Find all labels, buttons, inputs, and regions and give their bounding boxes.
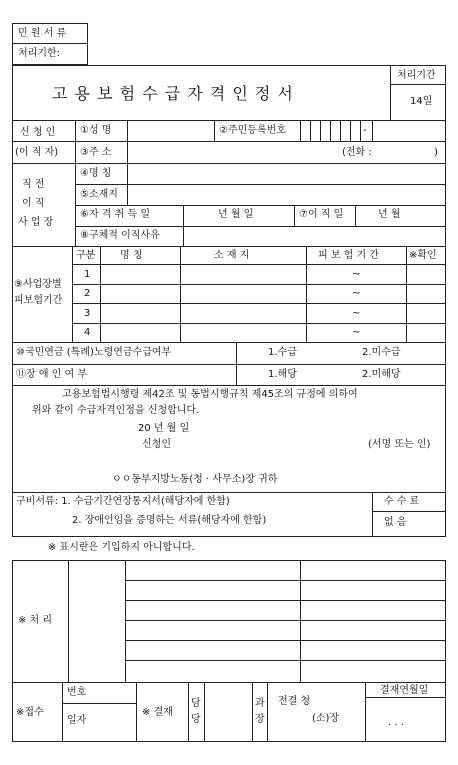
table-row-tilde: ~	[352, 327, 361, 338]
col-header-location: 소 재 지	[214, 250, 250, 261]
processing-period-value: 14일	[410, 96, 433, 107]
table-row-tilde: ~	[352, 269, 361, 280]
applicant-label-1: 신 청 인	[20, 127, 56, 138]
insured-label-2: 피보험기간	[14, 295, 63, 306]
col-header-type: 구분	[76, 250, 96, 261]
receipt-label: ※접수	[16, 707, 44, 718]
table-row-num: 2	[84, 288, 91, 299]
pension-option-1[interactable]: 1.수급	[268, 347, 297, 358]
fee-value: 없 음	[384, 517, 407, 528]
workplace-location-input[interactable]	[128, 185, 446, 205]
table-row-num: 4	[84, 327, 91, 338]
statement-line-1: 고용보험법시행령 제42조 및 동법시행규칙 제45조의 규정에 의하여	[62, 389, 358, 400]
pension-label: ⑩국민연금 (특례)노령연금수급여부	[16, 347, 172, 358]
table-row-num: 3	[84, 308, 91, 319]
resident-no-dash: -	[363, 125, 367, 136]
workplace-label-3: 사 업 장	[18, 217, 54, 228]
resident-no-input[interactable]	[301, 121, 446, 141]
phone-label: (전화 :	[342, 147, 372, 158]
name-input[interactable]	[128, 121, 214, 141]
workplace-name-input[interactable]	[128, 164, 446, 184]
statement-addressee: ㅇㅇ동부지방노동(청 · 사무소)장 귀하	[112, 474, 278, 485]
workplace-label-1: 직 전	[22, 179, 45, 190]
address-input[interactable]	[128, 142, 338, 162]
applicant-label-2: (이 직 자)	[15, 147, 59, 158]
pension-option-2[interactable]: 2.미수급	[362, 347, 401, 358]
left-date-placeholder[interactable]: 년 월	[378, 209, 401, 220]
attachments-line-1: 구비서류: 1. 수급기간연장통지서(해당자에 한함)	[16, 496, 230, 507]
acquired-date-label: ⑥자 격 취 득 일	[80, 209, 150, 220]
processing-label: ※ 처 리	[18, 615, 53, 626]
office-chief-label: (소)장	[312, 713, 340, 724]
number-label: 번호	[67, 687, 87, 698]
left-date-label: ⑦이 직 일	[299, 209, 344, 220]
statement-date: 20 년 월 일	[138, 423, 190, 434]
workplace-name-label: ④명 칭	[80, 168, 112, 179]
approval-label: ※ 결재	[142, 707, 173, 718]
statement-signature: (서명 또는 인)	[368, 439, 431, 450]
table-row-num: 1	[84, 269, 91, 280]
disability-option-1[interactable]: 1.해당	[268, 369, 297, 380]
table-row-tilde: ~	[352, 308, 361, 319]
approval-date-dots: . . .	[388, 717, 404, 728]
attachments-line-2: 2. 장애인임을 증명하는 서류(해당자에 한함)	[72, 515, 267, 526]
reason-label: ⑧구체적 이직사유	[80, 230, 160, 241]
form-title: 고 용 보 험 수 급 자 격 인 정 서	[52, 84, 294, 103]
workplace-location-label: ⑤소재지	[80, 189, 118, 200]
date-label: 일자	[67, 715, 87, 726]
processing-period-label: 처리기간	[397, 70, 436, 81]
workplace-label-2: 이 직	[22, 198, 45, 209]
acquired-date-placeholder[interactable]: 년 월 일	[218, 209, 254, 220]
col-header-confirm: ※확인	[409, 250, 437, 261]
section-chief-label: 과 장	[255, 698, 265, 725]
phone-close: )	[434, 147, 438, 158]
statement-line-2: 위와 같이 수급자격인정을 신청합니다.	[32, 405, 200, 416]
deadline-label: 처리기한:	[18, 48, 61, 59]
name-label: ①성 명	[80, 125, 112, 136]
document-type: 민 원 서 류	[18, 28, 67, 39]
disability-label: ⑪장 애 인 여 부	[16, 369, 88, 380]
col-header-period: 피 보 험 기 간	[318, 250, 380, 261]
address-label: ③주 소	[80, 147, 112, 158]
col-header-name: 명 칭	[120, 250, 143, 261]
approval-date-label: 결재연월일	[380, 685, 429, 696]
insured-label-1: ⑨사업장별	[14, 279, 62, 290]
fee-label: 수 수 료	[384, 496, 420, 507]
transfer-label: 전결 청	[278, 696, 311, 707]
reason-input[interactable]	[184, 227, 446, 246]
statement-applicant: 신청인	[142, 439, 171, 450]
in-charge-label: 담 당	[191, 698, 201, 725]
table-row-tilde: ~	[352, 288, 361, 299]
disability-option-2[interactable]: 2.미해당	[362, 369, 401, 380]
resident-no-label: ②주민등록번호	[219, 125, 286, 136]
note-text: ※ 표시란은 기입하지 아니합니다.	[48, 542, 195, 553]
